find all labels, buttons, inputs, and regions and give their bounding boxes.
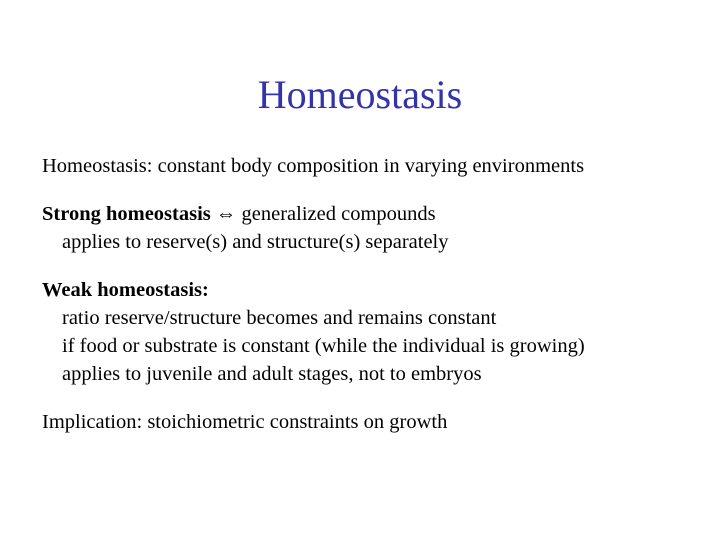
strong-homeostasis-block [42,200,712,256]
strong-homeostasis-rest: generalized compounds [241,203,436,225]
slide-body [42,152,712,436]
spacer [42,256,712,276]
weak-homeostasis-line: if food or substrate is constant (while the individual is growing) [62,335,585,357]
strong-homeostasis-detail: applies to reserve(s) and structure(s) separately [62,231,449,253]
spacer [42,388,712,408]
weak-homeostasis-line: ratio reserve/structure becomes and remains constant [62,307,497,329]
equivalence-arrow-icon: ⇔ [215,203,237,225]
strong-homeostasis-label: Strong homeostasis [42,203,211,225]
spacer [42,180,712,200]
implication-text: Implication: stoichiometric constraints on growth [42,411,448,433]
weak-homeostasis-line: applies to juvenile and adult stages, not to embryos [62,363,482,385]
slide-title: Homeostasis [257,72,463,117]
weak-homeostasis-block [42,276,712,388]
weak-homeostasis-label: Weak homeostasis: [42,279,209,301]
definition-text: Homeostasis: constant body composition in varying environments [42,155,585,177]
strong-homeostasis-heading [42,200,712,228]
